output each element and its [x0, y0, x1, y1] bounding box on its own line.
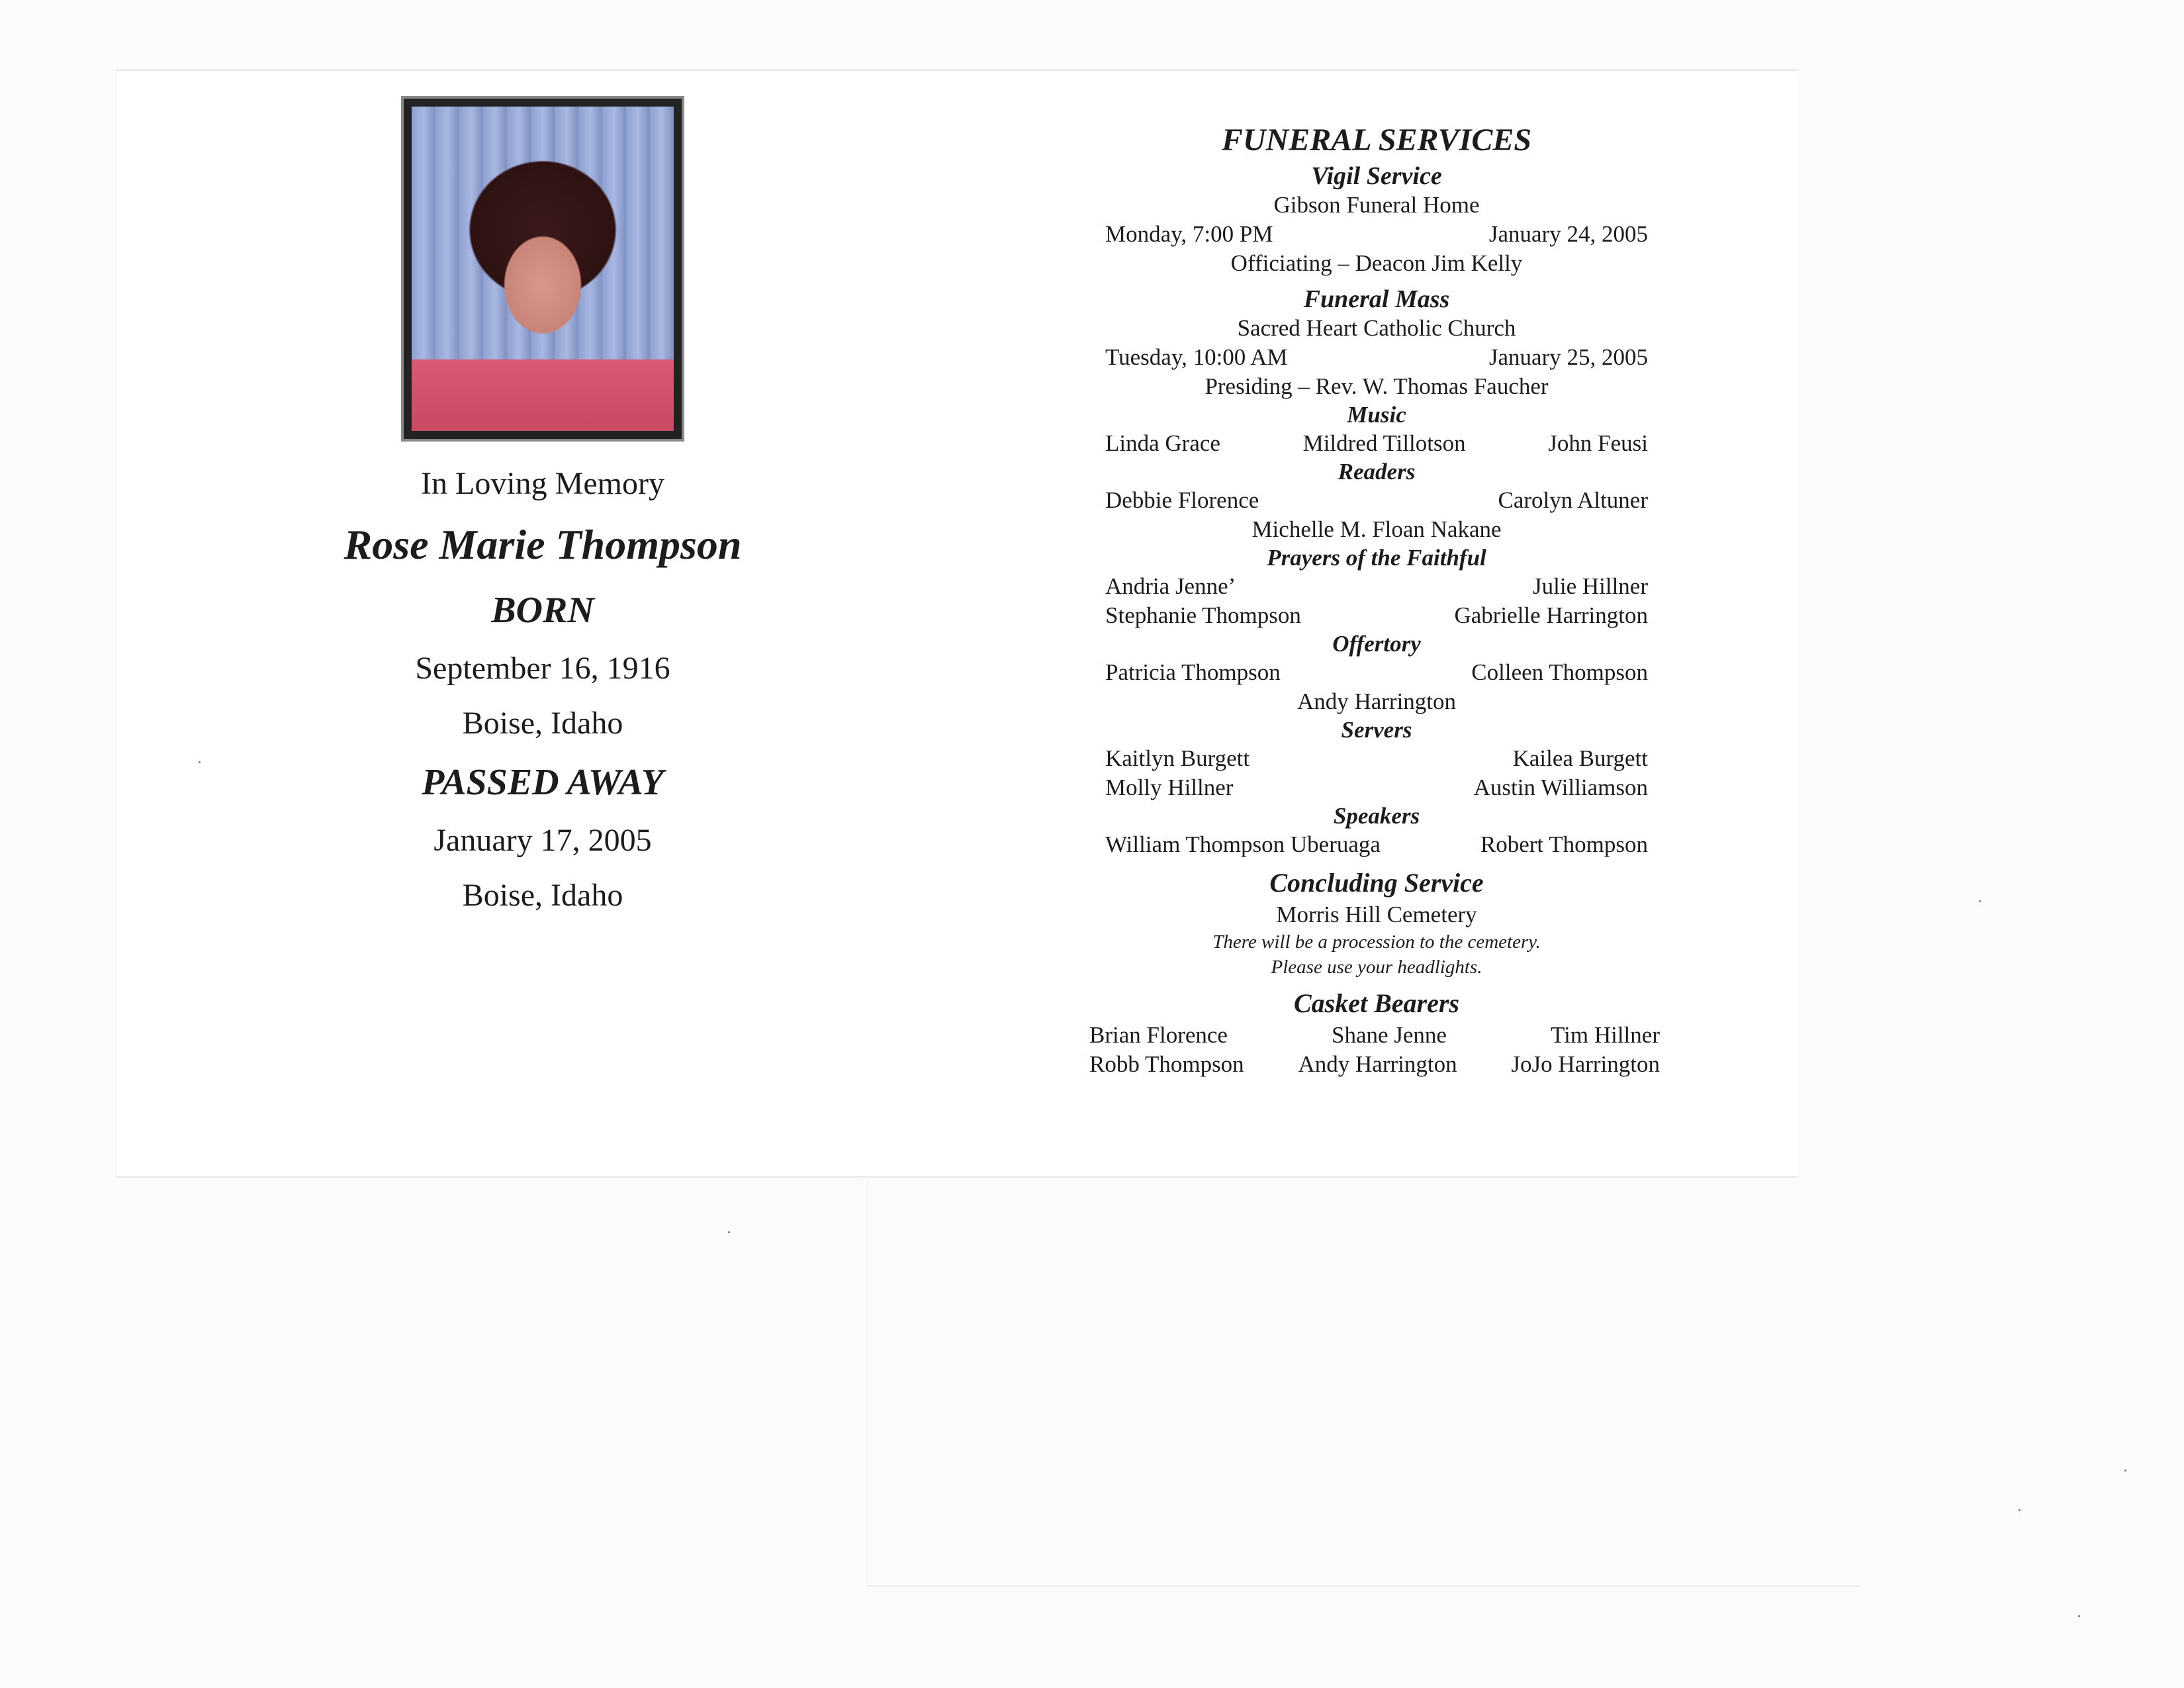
casket-bearers — [1089, 1021, 1660, 1079]
mass-when — [1105, 343, 1648, 372]
bearer-name: Robb Thompson — [1089, 1051, 1244, 1077]
music-heading: Music — [1347, 402, 1406, 428]
server-name: Molly Hillner — [1105, 774, 1234, 800]
deceased-name: Rose Marie Thompson — [343, 521, 742, 568]
speaker-name: Robert Thompson — [1480, 831, 1648, 857]
bearers-row — [1089, 1021, 1660, 1050]
music-name: Mildred Tillotson — [1302, 430, 1466, 456]
offertory-name: Patricia Thompson — [1105, 659, 1281, 685]
concluding-heading: Concluding Service — [1269, 868, 1484, 898]
vigil-officiant: Officiating – Deacon Jim Kelly — [1230, 250, 1523, 276]
servers-row — [1105, 773, 1648, 802]
offertory-name: Andy Harrington — [1297, 688, 1457, 714]
bearer-name: Andy Harrington — [1298, 1051, 1457, 1077]
prayer-name: Gabrielle Harrington — [1454, 602, 1648, 628]
vigil-date: January 24, 2005 — [1488, 221, 1648, 247]
vigil-heading: Vigil Service — [1311, 162, 1442, 190]
back-sheet-edge — [867, 1175, 1860, 1587]
passed-date: January 17, 2005 — [433, 823, 652, 858]
services-panel — [1089, 119, 1660, 1079]
casket-bearers-heading: Casket Bearers — [1294, 988, 1459, 1018]
speakers-row — [1105, 830, 1648, 859]
mass-heading: Funeral Mass — [1303, 285, 1450, 313]
memorial-panel — [278, 96, 807, 914]
readers-heading: Readers — [1338, 459, 1416, 485]
offertory-name: Colleen Thompson — [1471, 659, 1648, 685]
bearer-name: Brian Florence — [1089, 1022, 1228, 1048]
funeral-services-title: FUNERAL SERVICES — [1221, 122, 1532, 158]
bearers-row — [1089, 1050, 1660, 1079]
scan-speck — [2124, 1470, 2126, 1472]
passed-away-heading: PASSED AWAY — [422, 762, 664, 803]
mass-presider: Presiding – Rev. W. Thomas Faucher — [1205, 373, 1549, 399]
server-name: Austin Williamson — [1473, 774, 1648, 800]
born-place: Boise, Idaho — [462, 706, 623, 741]
music-name: John Feusi — [1548, 430, 1648, 456]
reader-name: Carolyn Altuner — [1498, 487, 1648, 513]
scan-speck — [2019, 1509, 2021, 1511]
in-loving-memory: In Loving Memory — [421, 466, 664, 501]
music-name: Linda Grace — [1105, 430, 1220, 456]
offertory-row — [1105, 658, 1648, 687]
mass-day-time: Tuesday, 10:00 AM — [1105, 344, 1288, 370]
servers-row — [1105, 744, 1648, 773]
vigil-place: Gibson Funeral Home — [1273, 192, 1480, 218]
passed-place: Boise, Idaho — [462, 878, 623, 913]
bearer-name: Tim Hillner — [1550, 1022, 1660, 1048]
scan-speck — [2078, 1615, 2080, 1617]
born-heading: BORN — [491, 590, 594, 631]
born-date: September 16, 1916 — [415, 651, 670, 686]
cemetery-name: Morris Hill Cemetery — [1276, 902, 1477, 927]
portrait-photo — [412, 107, 674, 431]
offertory-heading: Offertory — [1332, 631, 1421, 657]
vigil-day-time: Monday, 7:00 PM — [1105, 221, 1273, 247]
vigil-when — [1105, 220, 1648, 249]
servers-heading: Servers — [1341, 717, 1412, 743]
server-name: Kailea Burgett — [1512, 745, 1648, 771]
reader-name: Michelle M. Floan Nakane — [1251, 516, 1502, 542]
speaker-name: William Thompson Uberuaga — [1105, 831, 1381, 857]
scan-speck — [199, 761, 201, 763]
server-name: Kaitlyn Burgett — [1105, 745, 1250, 771]
procession-note: There will be a procession to the cemetery. — [1212, 931, 1541, 953]
prayers-row — [1105, 601, 1648, 630]
speakers-heading: Speakers — [1333, 803, 1420, 829]
bearer-name: JoJo Harrington — [1511, 1051, 1660, 1077]
mass-date: January 25, 2005 — [1488, 344, 1648, 370]
scan-speck — [728, 1231, 730, 1233]
music-names — [1105, 429, 1648, 458]
prayer-name: Andria Jenne’ — [1105, 573, 1236, 599]
headlights-note: Please use your headlights. — [1271, 957, 1482, 978]
bearer-name: Shane Jenne — [1331, 1022, 1447, 1048]
mass-place: Sacred Heart Catholic Church — [1237, 315, 1516, 341]
reader-name: Debbie Florence — [1105, 487, 1259, 513]
prayer-name: Stephanie Thompson — [1105, 602, 1301, 628]
scan-speck — [1979, 900, 1981, 902]
prayers-heading: Prayers of the Faithful — [1267, 545, 1486, 571]
readers-row — [1105, 486, 1648, 515]
prayers-row — [1105, 572, 1648, 601]
portrait-frame — [401, 96, 684, 442]
prayer-name: Julie Hillner — [1533, 573, 1648, 599]
